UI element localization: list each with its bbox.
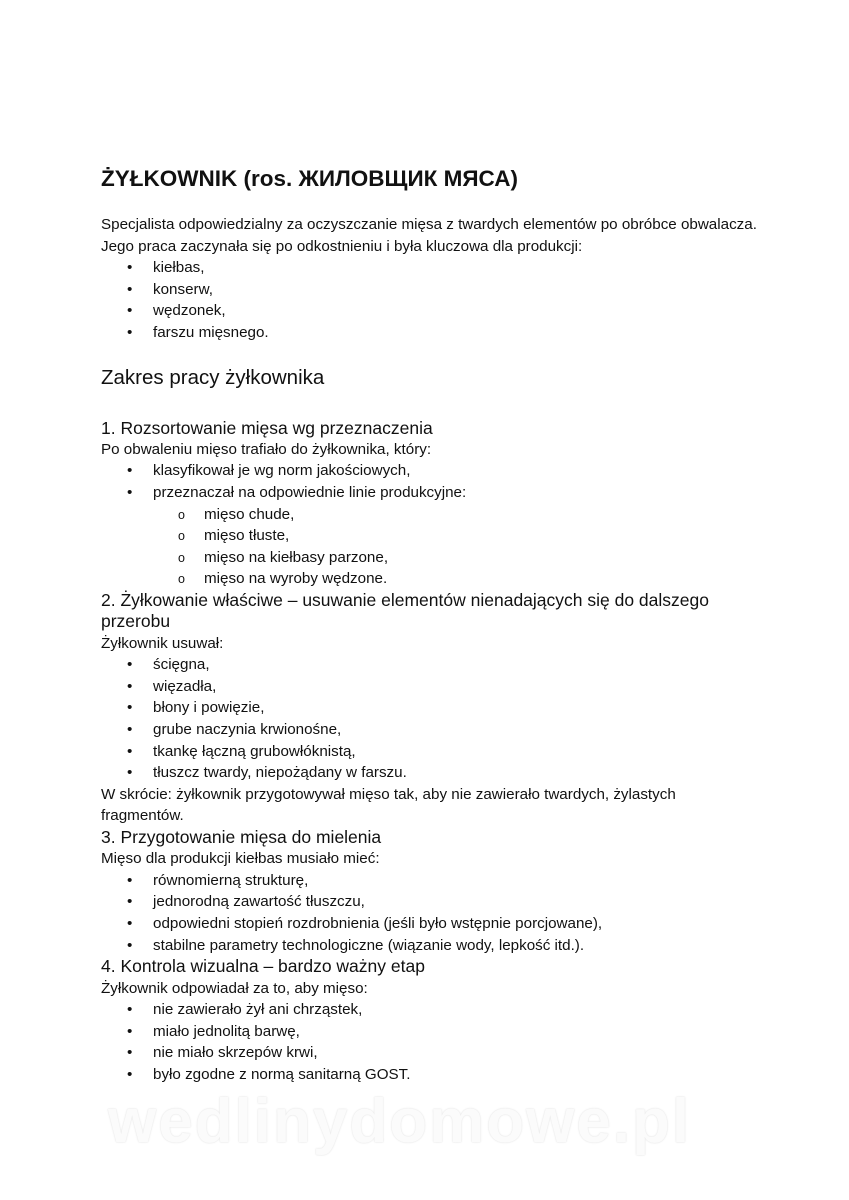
list-item: • tkankę łączną grubowłóknistą, [101, 741, 761, 763]
section-3-lead: Mięso dla produkcji kiełbas musiało mieć: [101, 850, 380, 868]
list-item: • więzadła, [101, 676, 761, 698]
section-2-list [101, 654, 761, 784]
intro-list [101, 257, 761, 343]
section-1-lead: Po obwaleniu mięso trafiało do żyłkownika, który: [101, 440, 432, 458]
section-2-heading: 2. Żyłkowanie właściwe – usuwanie elementów nienadających się do dalszego przerobu [101, 590, 709, 632]
list-item: • konserw, [101, 279, 761, 301]
intro-paragraph: Specjalista odpowiedzialny za oczyszczanie mięsa z twardych elementów po obróbce obwalacza. [101, 216, 757, 233]
section-4-heading: 4. Kontrola wizualna – bardzo ważny etap [101, 956, 425, 977]
list-item: • nie zawierało żył ani chrząstek, [101, 999, 761, 1021]
section-3-heading: 3. Przygotowanie mięsa do mielenia [101, 826, 382, 847]
list-item: • równomierną strukturę, [101, 870, 761, 892]
sub-list-item: o mięso na wyroby wędzone. [101, 568, 761, 590]
list-item: • ścięgna, [101, 654, 761, 676]
section-1-sublist [101, 504, 761, 590]
section-2-summary: W skrócie: żyłkownik przygotowywał mięso tak, aby nie zawierało twardych, żylastych fragmentów. [101, 785, 676, 825]
page-title: ŻYŁKOWNIK (ros. ЖИЛОВЩИК МЯСА) [101, 166, 518, 191]
section-3-list [101, 870, 761, 956]
sub-list-item: o mięso chude, [101, 504, 761, 526]
list-item: • wędzonek, [101, 300, 761, 322]
section-2-lead: Żyłkownik usuwał: [101, 634, 224, 652]
list-item: • klasyfikował je wg norm jakościowych, [101, 460, 761, 482]
list-item: • nie miało skrzepów krwi, [101, 1042, 761, 1064]
sub-list-item: o mięso na kiełbasy parzone, [101, 547, 761, 569]
section-1-list [101, 460, 761, 503]
list-item: • było zgodne z normą sanitarną GOST. [101, 1064, 761, 1086]
sub-list-item: o mięso tłuste, [101, 525, 761, 547]
list-item: • grube naczynia krwionośne, [101, 719, 761, 741]
list-item: • odpowiedni stopień rozdrobnienia (jeśli było wstępnie porcjowane), [101, 913, 761, 935]
section-1-heading: 1. Rozsortowanie mięsa wg przeznaczenia [101, 417, 433, 438]
document-body [101, 214, 761, 1085]
list-item: • miało jednolitą barwę, [101, 1021, 761, 1043]
list-item: • farszu mięsnego. [101, 322, 761, 344]
section-4-list [101, 999, 761, 1085]
section-4-lead: Żyłkownik odpowiadał za to, aby mięso: [101, 979, 368, 997]
list-item: • błony i powięzie, [101, 697, 761, 719]
intro-lead: Jego praca zaczynała się po odkostnieniu i była kluczowa dla produkcji: [101, 237, 583, 255]
watermark: wedlinydomowe.pl [108, 1087, 692, 1156]
list-item: • kiełbas, [101, 257, 761, 279]
list-item: • jednorodną zawartość tłuszczu, [101, 891, 761, 913]
list-item: • przeznaczał na odpowiednie linie produkcyjne: [101, 482, 761, 504]
list-item: • tłuszcz twardy, niepożądany w farszu. [101, 762, 761, 784]
section-heading: Zakres pracy żyłkownika [101, 365, 325, 389]
list-item: • stabilne parametry technologiczne (wiązanie wody, lepkość itd.). [101, 935, 761, 957]
